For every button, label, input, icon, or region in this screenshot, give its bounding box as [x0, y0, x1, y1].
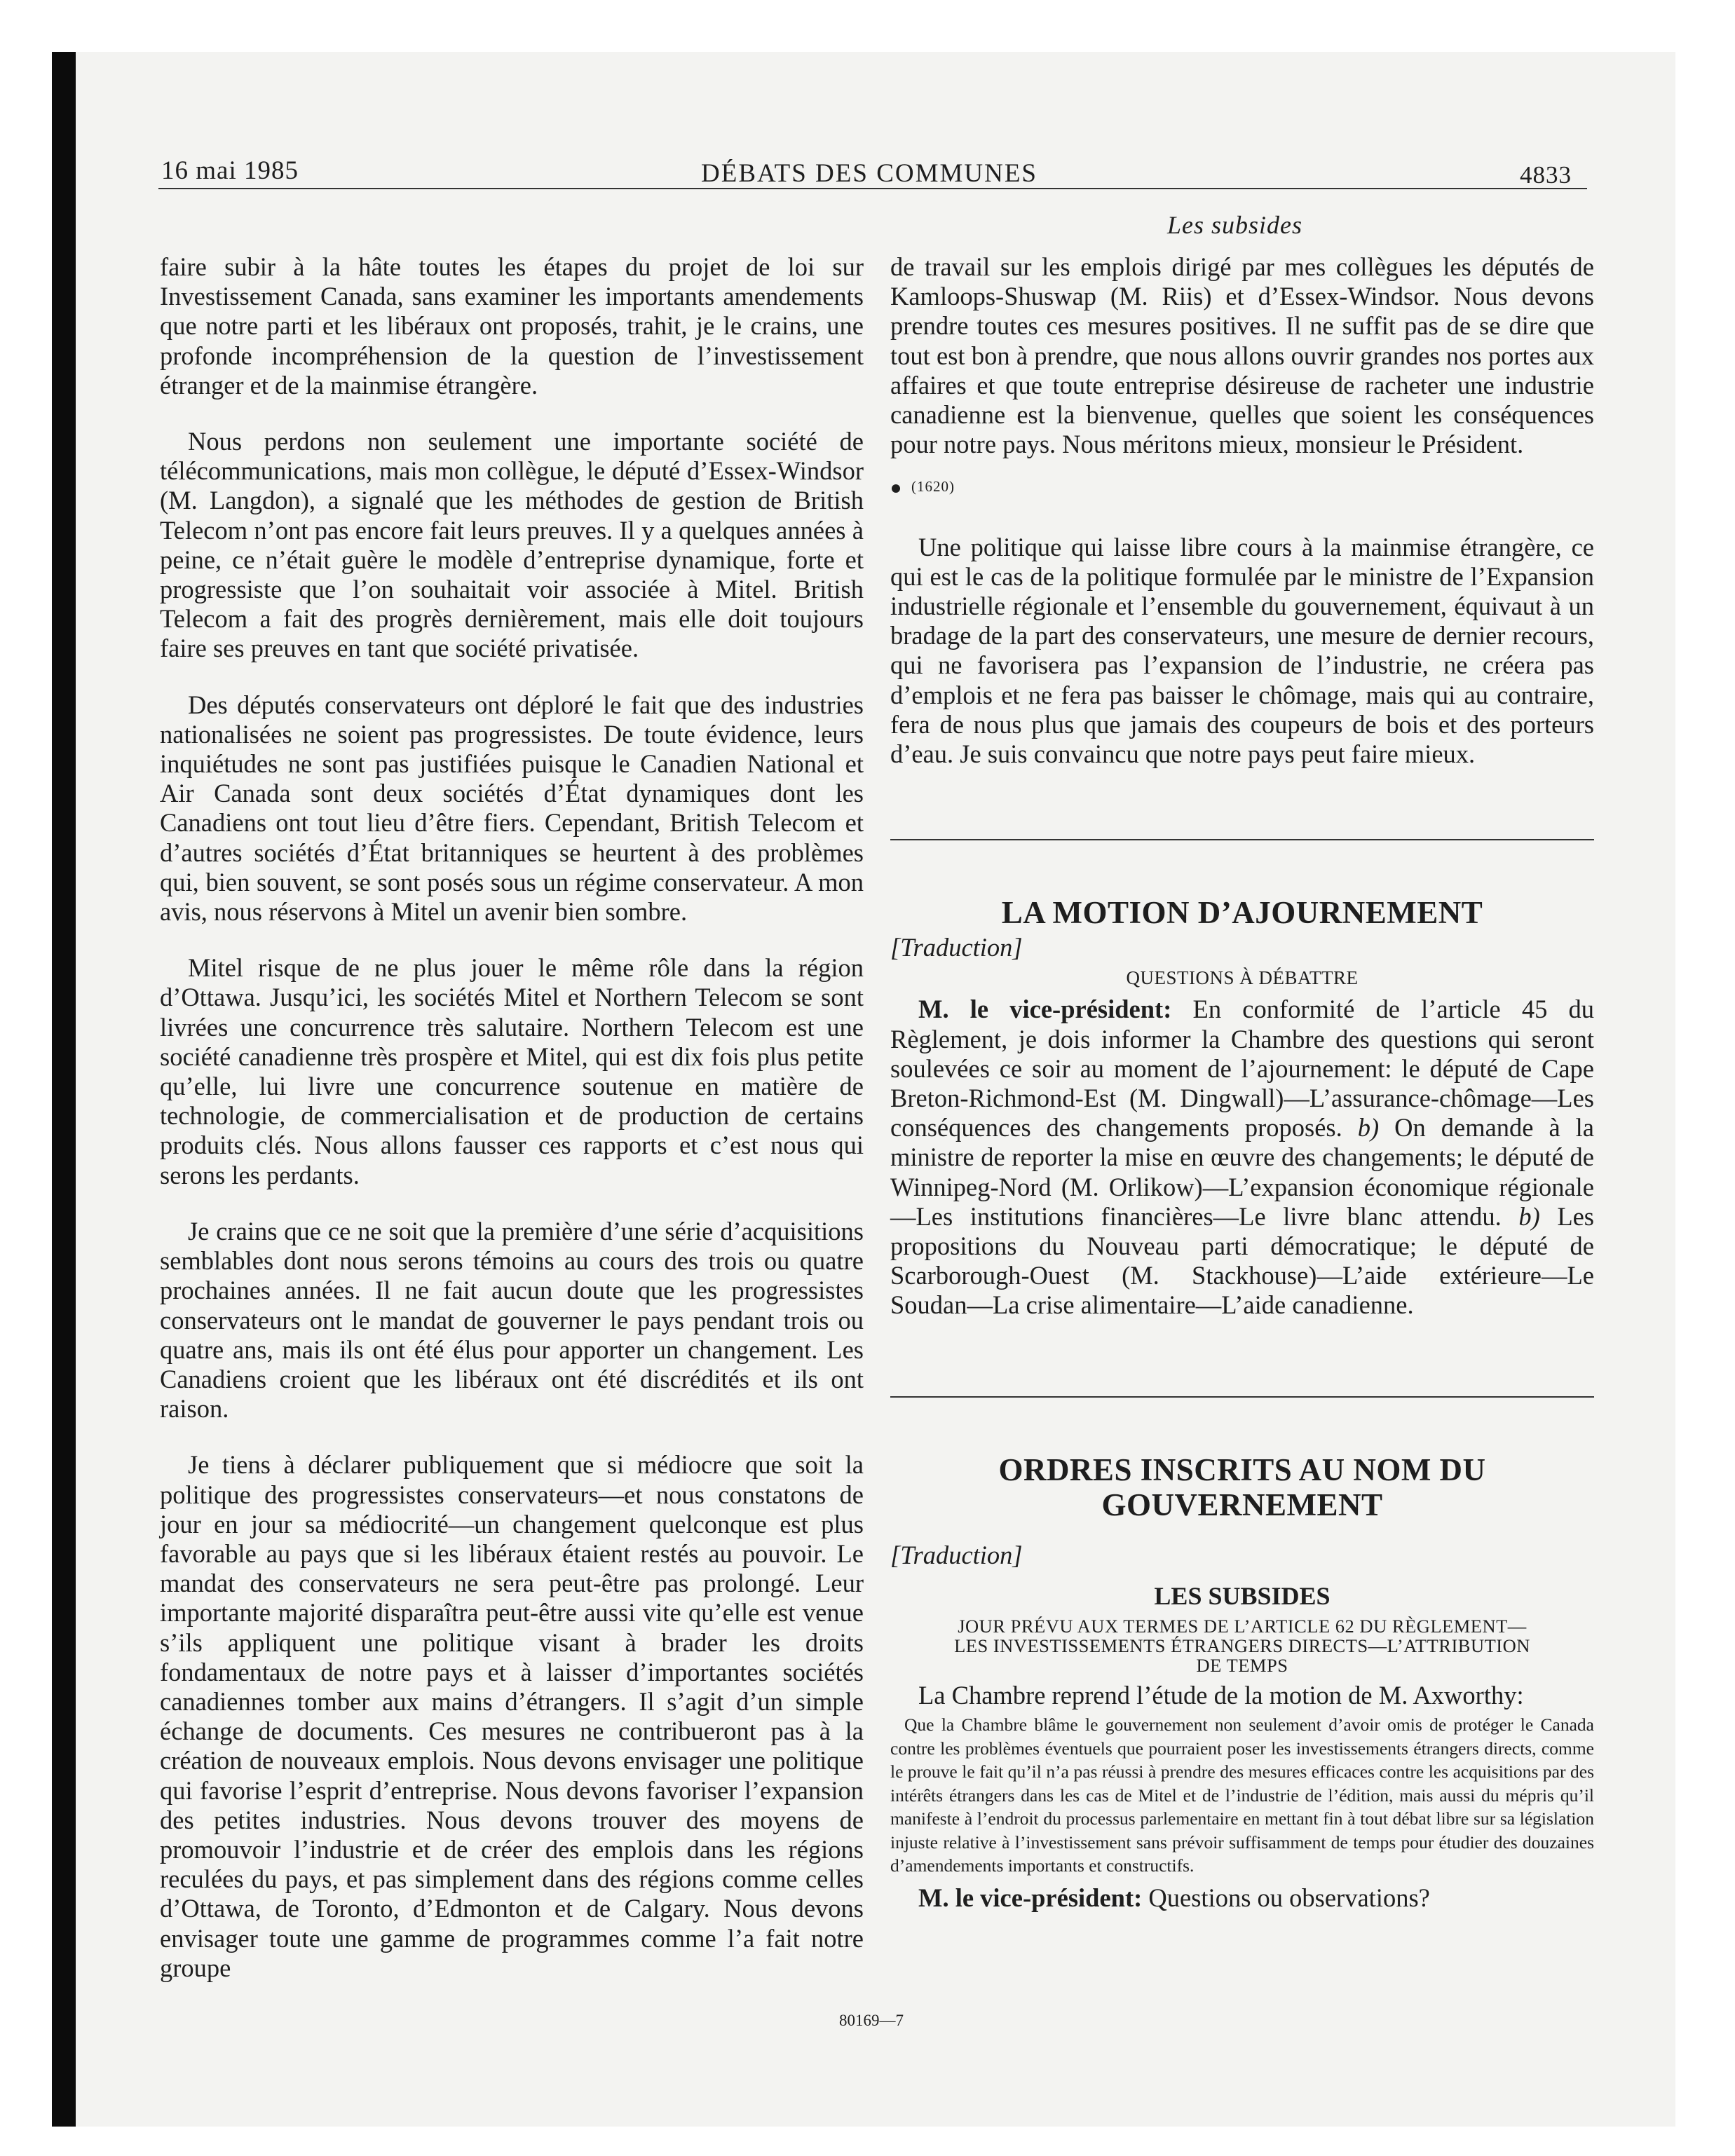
paragraph: Mitel risque de ne plus jouer le même rôle dans la région d’Ottawa. Jusqu’ici, les sociétés Mitel et Northern Telecom se sont livrées une concurrence très salutaire. Northern Telecom est une société canadienne très prospère et Mitel, qui est dix fois plus petite qu’elle, lui livre une concurrence soutenue en matière de technologie, de commercialisation et de production de certains produits clés. Nous allons fausser ces rapports et c’est nous qui serons les perdants.: [160, 953, 864, 1189]
order-of-day-heading: [890, 1616, 1594, 1675]
footer-folio: 80169—7: [839, 2012, 904, 2029]
heading-line: JOUR PRÉVU AUX TERMES DE L’ARTICLE 62 DU RÈGLEMENT—: [958, 1616, 1527, 1637]
paragraph: Nous perdons non seulement une importante société de télécommunications, mais mon collègue, le député d’Essex-Windsor (M. Langdon), a signalé que les méthodes de gestion de British Telecom n’ont pas encore fait leurs preuves. Il y a quelques années à peine, ce n’était guère le modèle d’entreprise dynamique, forte et progressiste que l’on souhaitait voir associée à Mitel. British Telecom a fait des progrès dernièrement, mais elle doit toujours faire ses preuves en tant que société privatisée.: [160, 427, 864, 663]
paragraph: Je crains que ce ne soit que la première d’une série d’acquisitions semblables dont nous serons témoins au cours des trois ou quatre prochaines années. Il ne fait aucun doute que les progressistes conservateurs ont le mandat de gouverner le pays pendant trois ou quatre ans, mais ils ont été élus pour apporter un changement. Les Canadiens croient que les libéraux ont été discrédités et ils ont raison.: [160, 1216, 864, 1424]
time-marker: [892, 472, 1594, 501]
paragraph-text: En conformité de l’article 45 du Règlement, je dois informer la Chambre des questions qui seront soulevées ce soir au moment de l’ajournement: le député de Cape Breton-Richmond-Est (M. Dingwall)—L’assurance-chômage—Les conséquences des changements proposés.: [890, 995, 1594, 1142]
section-heading: [890, 1452, 1594, 1522]
paragraph-text: Questions ou observations?: [1148, 1883, 1430, 1912]
speaker: M. le vice-président:: [918, 1883, 1143, 1912]
translation-tag: [Traduction]: [890, 933, 1023, 962]
heading-line: DE TEMPS: [1196, 1655, 1288, 1677]
heading-line: ORDRES INSCRITS AU NOM DU: [998, 1452, 1486, 1487]
header-rule: [158, 188, 1587, 189]
heading-line: LES INVESTISSEMENTS ÉTRANGERS DIRECTS—L’ATTRIBUTION: [954, 1635, 1530, 1657]
paragraph: Des députés conservateurs ont déploré le fait que des industries nationalisées ne soient pas progressistes. De toute évidence, leurs inquiétudes ne sont pas justifiées puisque le Canadien National et Air Canada sont deux sociétés d’État dynamiques dont les Canadiens ont tout lieu d’être fiers. Cependant, British Telecom et d’autres sociétés d’État britanniques se heurtent à des problèmes qui, bien souvent, se sont posés sous un régime conservateur. A mon avis, nous réservons à Mitel un avenir bien sombre.: [160, 690, 864, 927]
running-subtitle: Les subsides: [1167, 211, 1303, 239]
motion-text: Que la Chambre blâme le gouvernement non seulement d’avoir omis de protéger le Canada contre les problèmes éventuels que pourraient poser les investissements étrangers directs, comme le prouve le fait qu’il n’a pas réussi à prendre des mesures efficaces contre les acquisitions par des intérêts étrangers dans les cas de Mitel et de l’industrie de l’édition, mais aussi du mépris qu’il manifeste à l’endroit du processus parlementaire en mettant fin à tout débat libre sur sa législation injuste relative à l’investissement sans prévoir suffisamment de temps pour étudier des douzaines d’amendements importants et constructifs.: [890, 1714, 1594, 1876]
page-number: 4833: [1520, 161, 1572, 189]
section-rule: [890, 839, 1594, 840]
paragraph: de travail sur les emplois dirigé par mes collègues les députés de Kamloops-Shuswap (M. Riis) et d’Essex-Windsor. Nous devons prendre toutes ces mesures positives. Il ne suffit pas de se dire que tout est bon à prendre, que nous allons ouvrir grandes nos portes aux affaires et que toute entreprise désireuse de racheter une industrie canadienne est la bienvenue, quelles que soient les conséquences pour notre pays. Nous méritons mieux, monsieur le Président.: [890, 252, 1594, 459]
time-marker-text: (1620): [911, 478, 955, 496]
paragraph: La Chambre reprend l’étude de la motion de M. Axworthy:: [918, 1681, 1524, 1710]
paragraph-text: Les propositions du Nouveau parti démocratique; le député de Scarborough-Ouest (M. Stackhouse)—L’aide extérieure—Le Soudan—La crise alimentaire—L’aide canadienne.: [890, 1201, 1595, 1320]
section-heading: LA MOTION D’AJOURNEMENT: [1001, 895, 1483, 931]
paragraph: [890, 995, 1594, 1320]
item-label: b): [1518, 1201, 1540, 1231]
header-date: 16 mai 1985: [161, 156, 299, 185]
paragraph: [890, 1883, 1594, 1913]
paragraph: Je tiens à déclarer publiquement que si médiocre que soit la politique des progressistes conservateurs—et nous constatons de jour en jour sa médiocrité—un changement quelconque est plus favorable au pays que si les libéraux étaient restés au pouvoir. Le mandat des conservateurs ne sera peut-être pas prolongé. Leur importante majorité disparaîtra peut-être aussi vite qu’elle est venue s’ils appliquent une politique visant à brader les droits fondamentaux de notre pays et à laisser d’importantes sociétés canadiennes tomber aux mains d’étrangers. Il s’agit d’un simple échange de documents. Ces mesures ne contribueront pas à la création de nouveaux emplois. Nous devons envisager une politique qui favorise l’esprit d’entreprise. Nous devons favoriser l’expansion des petites industries. Nous devons trouver des moyens de promouvoir l’industrie et de créer des emplois dans les régions reculées du pays, et pas simplement dans des régions comme celles d’Ottawa, de Toronto, d’Edmonton et de Calgary. Nous devons envisager toute une gamme de programmes comme l’a fait notre groupe: [160, 1450, 864, 1982]
paragraph: Une politique qui laisse libre cours à la mainmise étrangère, ce qui est le cas de la politique formulée par le ministre de l’Expansion industrielle régionale et l’ensemble du gouvernement, équivaut à un bradage de la part des conservateurs, une mesure de dernier recours, qui ne favorisera pas l’expansion de l’industrie, ne créera pas d’emplois et ne fera pas baisser le chômage, mais qui au contraire, fera de nous plus que jamais des coupeurs de bois et des porteurs d’eau. Je suis convaincu que notre pays peut faire mieux.: [890, 532, 1594, 769]
speaker: M. le vice-président:: [918, 995, 1172, 1024]
heading-line: GOUVERNEMENT: [1101, 1487, 1383, 1522]
scan-binding-edge: [52, 52, 76, 2127]
translation-tag: [Traduction]: [890, 1540, 1023, 1569]
paragraph: faire subir à la hâte toutes les étapes du projet de loi sur Investissement Canada, sans examiner les importants amendements que notre parti et les libéraux ont proposés, trahit, je le crains, une profonde incompréhension de la question de l’investissement étranger et de la mainmise étrangère.: [160, 252, 864, 400]
bullet-icon: [892, 484, 900, 493]
paragraph-text: On demande à la ministre de reporter la mise en œuvre des changements; le député de Winnipeg-Nord (M. Orlikow)—L’expansion économique régionale—Les institutions financières—Le livre blanc attendu.: [890, 1113, 1595, 1231]
item-label: b): [1357, 1113, 1380, 1142]
subheading: QUESTIONS À DÉBATTRE: [1126, 967, 1359, 989]
header-title: DÉBATS DES COMMUNES: [701, 159, 1038, 188]
right-column: [890, 252, 1594, 1913]
section-rule: [890, 1396, 1594, 1398]
subheading: LES SUBSIDES: [1154, 1581, 1331, 1610]
left-column: [160, 252, 864, 1983]
